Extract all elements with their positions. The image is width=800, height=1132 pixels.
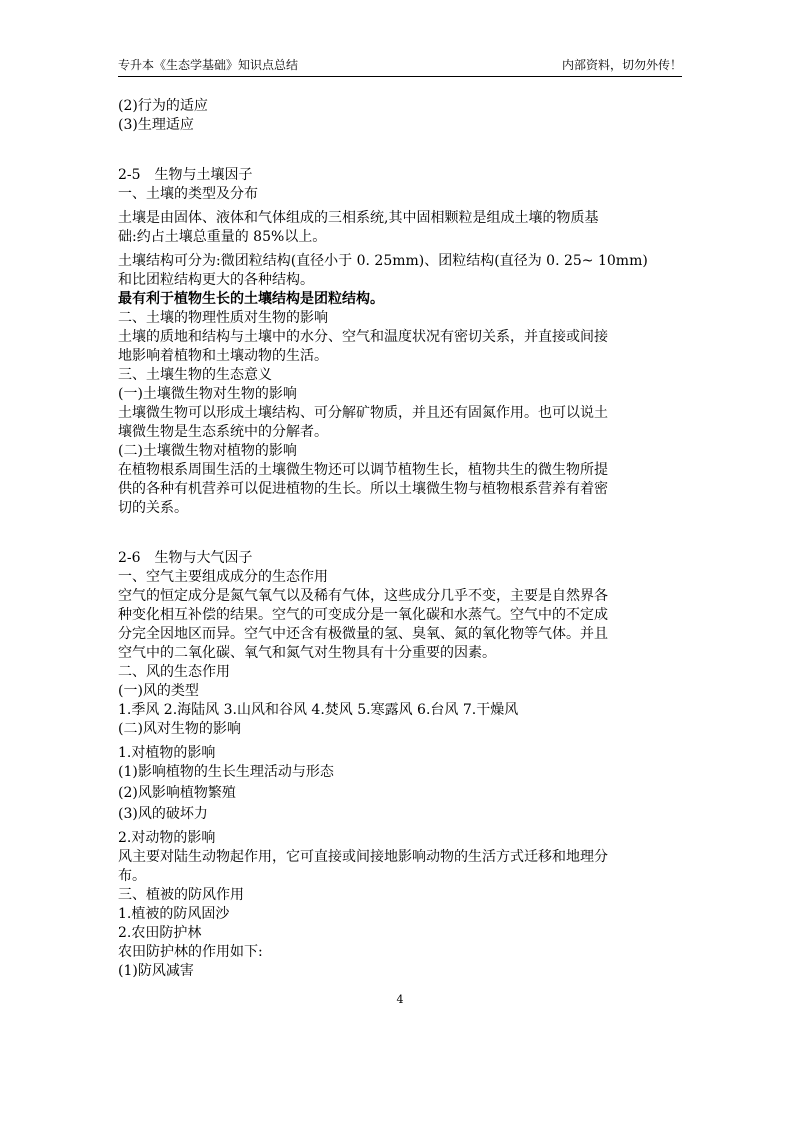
subsection-heading: 一、土壤的类型及分布: [118, 186, 258, 202]
text-line: (二)风对生物的影响: [118, 721, 241, 737]
text-line: 壤微生物是生态系统中的分解者。: [118, 424, 328, 440]
section-heading: 2-5 生物与土壤因子: [118, 167, 253, 183]
text-line: 土壤结构可分为:微团粒结构(直径小于 0. 25mm)、团粒结构(直径为 0. 25~ 10mm): [118, 253, 648, 269]
text-line: (1)防风减害: [118, 963, 194, 979]
text-line: (一)土壤微生物对生物的影响: [118, 386, 297, 402]
header-title: 专升本《生态学基础》知识点总结: [118, 58, 299, 72]
text-line: 空气中的二氧化碳、氧气和氮气对生物具有十分重要的因素。: [118, 645, 496, 661]
subsection-heading: 二、土壤的物理性质对生物的影响: [118, 310, 328, 326]
section-heading: 2-6 生物与大气因子: [118, 550, 253, 566]
subsection-heading: 三、植被的防风作用: [118, 887, 244, 903]
text-line: 种变化相互补偿的结果。空气的可变成分是一氧化碳和水蒸气。空气中的不定成: [118, 607, 608, 623]
emphasis-line: 最有利于植物生长的土壤结构是团粒结构。: [118, 291, 384, 307]
text-line: 和比团粒结构更大的各种结构。: [118, 272, 314, 288]
header-divider: [118, 76, 682, 77]
text-line: (一)风的类型: [118, 683, 199, 699]
page-number: 4: [396, 993, 404, 1006]
text-line: (2)风影响植物繁殖: [118, 785, 236, 801]
text-line: 础:约占土壤总重量的 85%以上。: [118, 229, 327, 245]
subsection-heading: 三、土壤生物的生态意义: [118, 367, 272, 383]
header-notice: 内部资料，切勿外传！: [561, 58, 682, 72]
text-line: 2.对动物的影响: [118, 830, 216, 846]
text-line: (二)土壤微生物对植物的影响: [118, 443, 297, 459]
text-line: (3)风的破坏力: [118, 806, 208, 822]
text-line: 1.对植物的影响: [118, 745, 216, 761]
subsection-heading: 一、空气主要组成成分的生态作用: [118, 569, 328, 585]
text-line: 1.植被的防风固沙: [118, 906, 230, 922]
text-line: 1.季风 2.海陆风 3.山风和谷风 4.焚风 5.寒露风 6.台风 7.干燥风: [118, 702, 519, 718]
text-line: 分完全因地区而异。空气中还含有极微量的氢、臭氧、氮的氧化物等气体。并且: [118, 626, 608, 642]
subsection-heading: 二、风的生态作用: [118, 664, 230, 680]
page-body: [118, 97, 688, 981]
text-line: 布。: [118, 868, 146, 884]
text-line: 空气的恒定成分是氮气氧气以及稀有气体，这些成分几乎不变，主要是自然界各: [118, 588, 608, 604]
text-line: 土壤是由固体、液体和气体组成的三相系统,其中固相颗粒是组成土壤的物质基: [118, 210, 599, 226]
text-line: 在植物根系周围生活的土壤微生物还可以调节植物生长，植物共生的微生物所提: [118, 462, 608, 478]
text-line: 土壤微生物可以形成土壤结构、可分解矿物质，并且还有固氮作用。也可以说土: [118, 405, 608, 421]
text-line: 2.农田防护林: [118, 925, 202, 941]
text-line: (3)生理适应: [118, 117, 194, 133]
text-line: (2)行为的适应: [118, 98, 208, 114]
text-line: 农田防护林的作用如下:: [118, 944, 263, 960]
text-line: 地影响着植物和土壤动物的生活。: [118, 348, 328, 364]
text-line: 风主要对陆生动物起作用，它可直接或间接地影响动物的生活方式迁移和地理分: [118, 849, 608, 865]
text-line: (1)影响植物的生长生理活动与形态: [118, 764, 334, 780]
text-line: 切的关系。: [118, 500, 188, 516]
text-line: 供的各种有机营养可以促进植物的生长。所以土壤微生物与植物根系营养有着密: [118, 481, 608, 497]
text-line: 土壤的质地和结构与土壤中的水分、空气和温度状况有密切关系，并直接或间接: [118, 329, 608, 345]
